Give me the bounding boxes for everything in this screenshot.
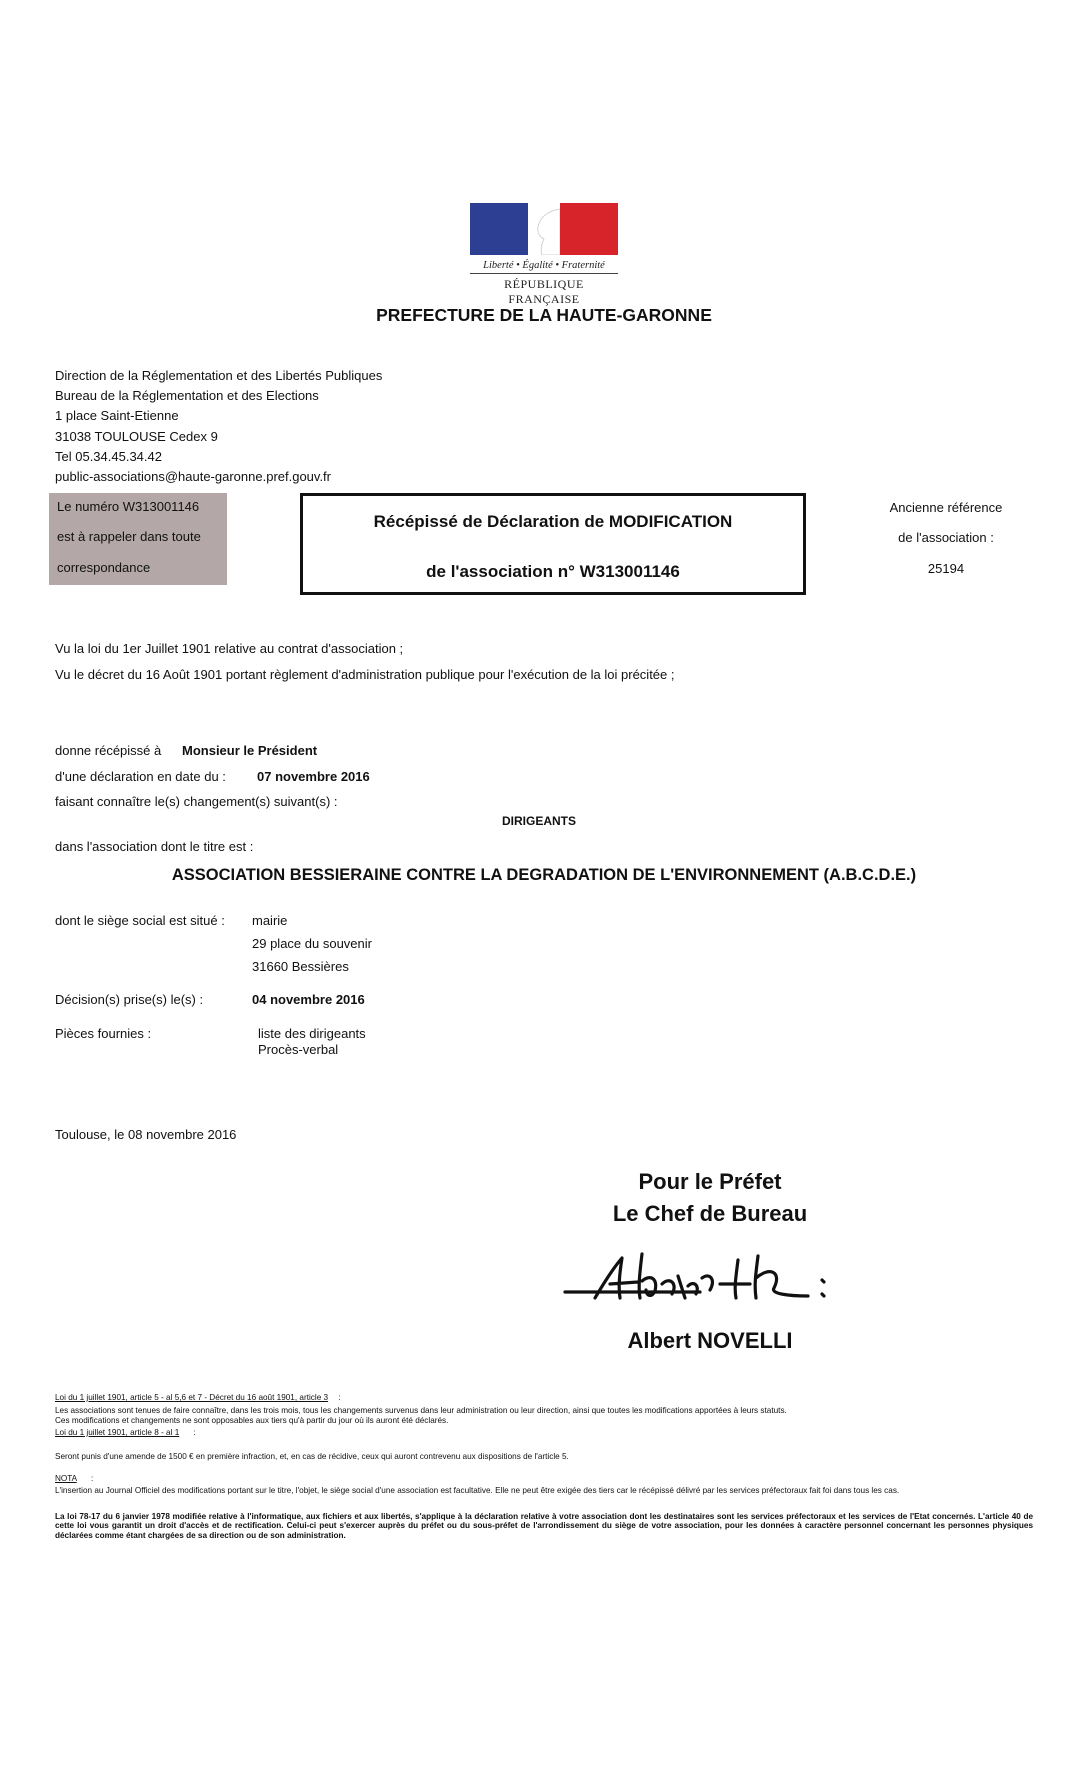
legal-reference-2 xyxy=(55,1428,1033,1437)
place-and-date: Toulouse, le 08 novembre 2016 xyxy=(55,1127,237,1142)
receipt-title-box xyxy=(300,493,806,595)
recipient-label: donne récépissé à xyxy=(55,743,162,758)
legal-ref-link: Loi du 1 juillet 1901, article 8 - al 1 xyxy=(55,1428,180,1437)
address-line: 31038 TOULOUSE Cedex 9 xyxy=(55,428,218,444)
legal-ref-suffix: : xyxy=(193,1428,196,1437)
signatory-name: Albert NOVELLI xyxy=(627,1328,793,1353)
republique-francaise-label: RÉPUBLIQUE FRANÇAISE xyxy=(504,277,584,306)
declaration-date-value: 07 novembre 2016 xyxy=(257,769,370,784)
decision-label: Décision(s) prise(s) le(s) : xyxy=(55,992,204,1007)
address-line: Direction de la Réglementation et des Libertés Publiques xyxy=(55,368,383,383)
changes-label: faisant connaître le(s) changement(s) suivant(s) : xyxy=(55,794,338,809)
document-item: liste des dirigeants xyxy=(258,1026,366,1041)
legal-ref-link: Loi du 1 juillet 1901, article 5 - al 5,6 et 7 - Décret du 16 août 1901, article 3 xyxy=(55,1393,329,1402)
reminder-line: Le numéro W313001146 xyxy=(57,499,200,514)
seat-line: 29 place du souvenir xyxy=(252,936,372,951)
reference-reminder-box xyxy=(49,493,227,585)
receipt-association-number: de l'association n° W313001146 xyxy=(426,562,680,581)
documents-label: Pièces fournies : xyxy=(55,1026,152,1041)
marianne-profile-icon xyxy=(528,203,560,255)
issuer-address xyxy=(55,366,382,487)
address-email: public-associations@haute-garonne.pref.gouv.fr xyxy=(55,469,332,485)
prefecture-heading: PREFECTURE DE LA HAUTE-GARONNE xyxy=(376,305,712,325)
legal-text: Seront punis d'une amende de 1500 € en première infraction, et, en cas de récidive, ceux qui auront contrevenu aux dispositions de l'article 5. xyxy=(55,1452,569,1461)
recipient-value: Monsieur le Président xyxy=(182,743,318,758)
reminder-line: est à rappeler dans toute xyxy=(57,529,201,544)
signature-title-1: Pour le Préfet xyxy=(638,1169,782,1194)
signature-title-2: Le Chef de Bureau xyxy=(612,1201,808,1226)
logo-divider xyxy=(470,273,618,274)
signature-stamp xyxy=(590,1166,830,1230)
document-item: Procès-verbal xyxy=(258,1042,339,1057)
handwritten-signature-icon xyxy=(560,1236,850,1316)
seat-line: 31660 Bessières xyxy=(252,959,349,974)
address-phone: Tel 05.34.45.34.42 xyxy=(55,448,162,464)
french-flag-emblem xyxy=(470,203,618,255)
changes-value: DIRIGEANTS xyxy=(502,814,577,828)
law-reference: Vu la loi du 1er Juillet 1901 relative au contrat d'association ; xyxy=(55,641,404,656)
receipt-title: Récépissé de Déclaration de MODIFICATION xyxy=(373,512,733,531)
old-reference-number: 25194 xyxy=(927,561,965,576)
cnil-text: La loi 78-17 du 6 janvier 1978 modifiée relative à l'informatique, aux fichiers et aux libertés, s'applique à la déclaration relative à votre association dont les destinataires sont les services préfectoraux et les services de l'Etat concernés. L'article 40 de cette loi vous garantit un droit d'accès et de rectification. Celui-ci peut s'exercer auprès du préfet ou du sous-préfet de l'arrondissement du siège de votre association, pour les données à caractère personnel concernant les personnes physiques déclarées comme étant chargées de sa direction ou de son administration. xyxy=(55,1512,1033,1540)
nota-text: L'insertion au Journal Officiel des modifications portant sur le titre, l'objet, le siège social d'une association est facultative. Elle ne peut être exigée des tiers car le récépissé délivré par les services préfectoraux fait foi dans tous les cas. xyxy=(55,1486,900,1495)
reminder-line: correspondance xyxy=(57,560,151,575)
old-reference-label-2: de l'association : xyxy=(898,530,994,545)
seat-line: mairie xyxy=(252,913,288,928)
legal-text: Les associations sont tenues de faire connaître, dans les trois mois, tous les changements survenus dans leur administration ou leur direction, ainsi que toutes les modifications apportées à leurs statuts. xyxy=(55,1406,787,1415)
legal-ref-suffix: : xyxy=(338,1393,341,1402)
old-reference-label: Ancienne référence xyxy=(889,500,1003,515)
nota-heading xyxy=(55,1474,1033,1483)
declaration-date-label: d'une déclaration en date du : xyxy=(55,769,226,784)
address-line: 1 place Saint-Etienne xyxy=(55,408,179,424)
seat-label: dont le siège social est situé : xyxy=(55,913,225,928)
nota-suffix: : xyxy=(90,1474,94,1483)
marianne-logo xyxy=(470,203,618,306)
association-title: ASSOCIATION BESSIERAINE CONTRE LA DEGRADATION DE L'ENVIRONNEMENT (A.B.C.D.E.) xyxy=(171,866,917,884)
decision-date: 04 novembre 2016 xyxy=(252,992,365,1007)
legal-text: Ces modifications et changements ne sont opposables aux tiers qu'à partir du jour où ils auront été déclarés. xyxy=(55,1416,449,1425)
association-title-label: dans l'association dont le titre est : xyxy=(55,839,254,854)
legal-reference-1 xyxy=(55,1393,1033,1402)
nota-label: NOTA xyxy=(55,1474,77,1483)
decree-reference: Vu le décret du 16 Août 1901 portant règlement d'administration publique pour l'exécution de la loi précitée ; xyxy=(55,667,675,682)
republic-motto: Liberté • Égalité • Fraternité xyxy=(483,260,605,271)
address-line: Bureau de la Réglementation et des Elections xyxy=(55,388,319,404)
